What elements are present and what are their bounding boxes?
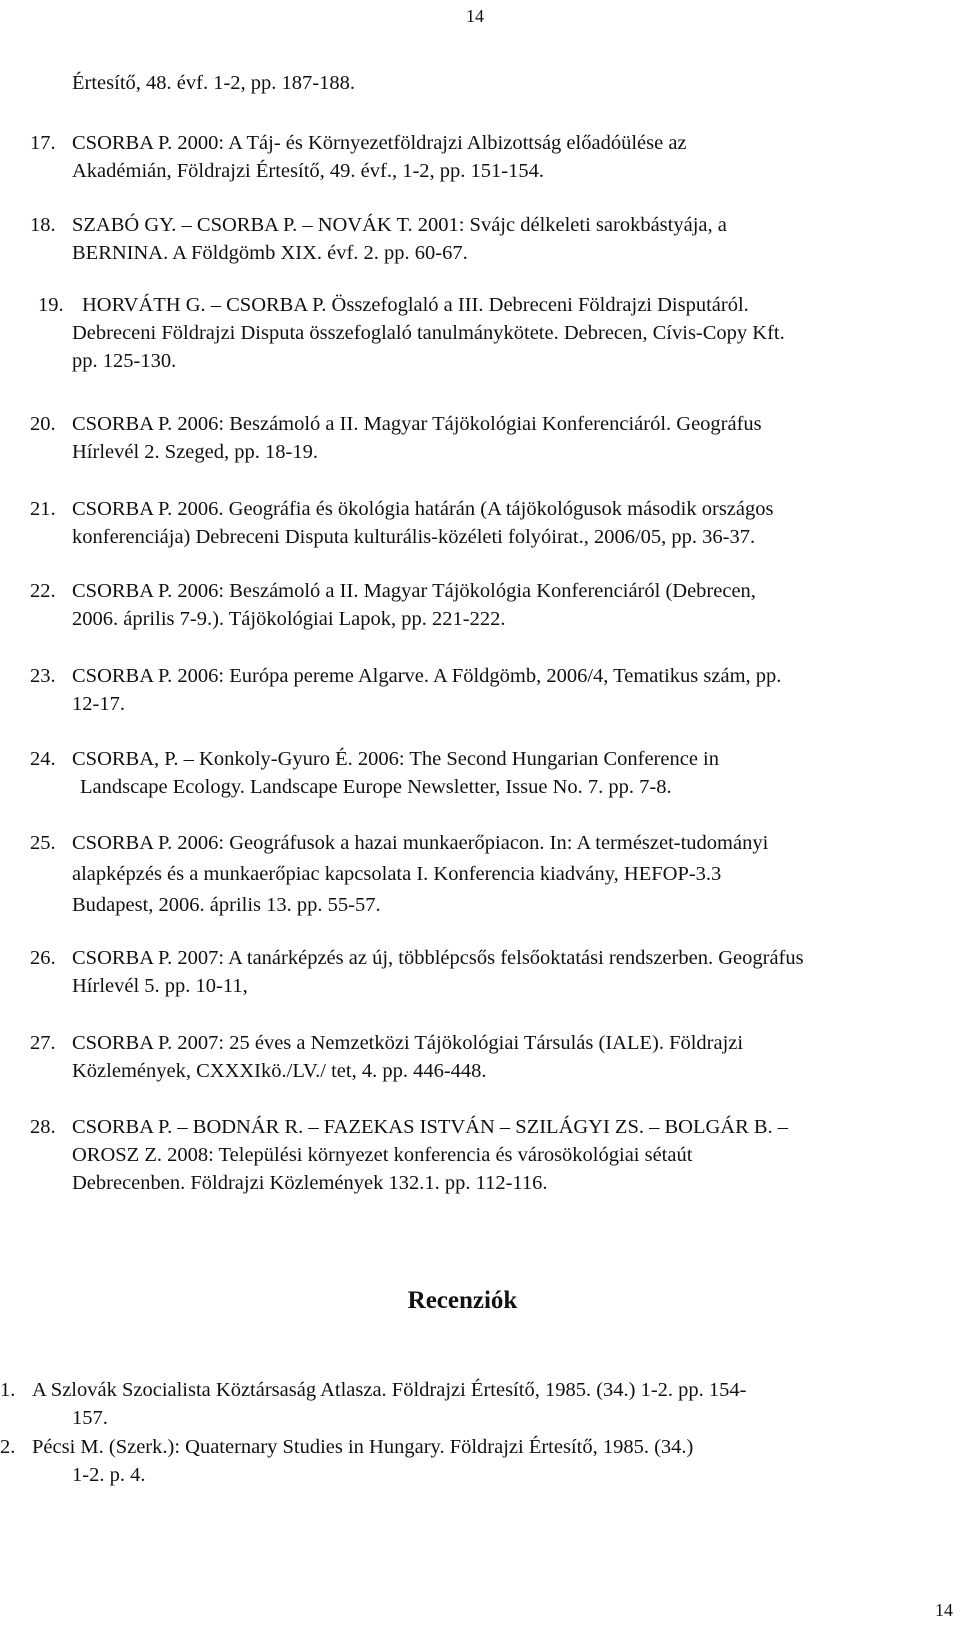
reference-line: 23. CSORBA P. 2006: Európa pereme Algarve. A Földgömb, 2006/4, Tematikus szám, pp. bbox=[30, 662, 940, 690]
reference-line: pp. 125-130. bbox=[72, 350, 177, 372]
reference-item bbox=[30, 829, 940, 919]
review-number: 1. bbox=[0, 1379, 16, 1401]
reference-line: 2006. április 7-9.). Tájökológiai Lapok, pp. 221-222. bbox=[72, 608, 506, 630]
reference-line: konferenciája) Debreceni Disputa kulturális-közéleti folyóirat., 2006/05, pp. 36-37. bbox=[72, 526, 756, 548]
review-item bbox=[0, 1376, 910, 1432]
reference-line: 27. CSORBA P. 2007: 25 éves a Nemzetközi Tájökológiai Társulás (IALE). Földrajzi bbox=[30, 1029, 940, 1057]
review-line: 1-2. p. 4. bbox=[72, 1464, 146, 1486]
reference-line: Közlemények, CXXXIkö./LV./ tet, 4. pp. 446-448. bbox=[72, 1060, 487, 1082]
reference-item bbox=[30, 410, 940, 466]
reference-line: 18. SZABÓ GY. – CSORBA P. – NOVÁK T. 2001: Svájc délkeleti sarokbástyája, a bbox=[30, 211, 940, 239]
reference-line: Landscape Ecology. Landscape Europe Newsletter, Issue No. 7. pp. 7-8. bbox=[80, 776, 672, 798]
reference-number: 19. bbox=[38, 294, 64, 316]
reference-item bbox=[38, 291, 948, 375]
reference-line: 28. CSORBA P. – BODNÁR R. – FAZEKAS ISTVÁN – SZILÁGYI ZS. – BOLGÁR B. – bbox=[30, 1113, 940, 1141]
review-item bbox=[0, 1433, 910, 1489]
reference-line: Akadémián, Földrajzi Értesítő, 49. évf., 1-2, pp. 151-154. bbox=[72, 160, 544, 182]
reference-line: Debreceni Földrajzi Disputa összefoglaló tanulmánykötete. Debrecen, Cívis-Copy Kft. bbox=[72, 322, 785, 344]
review-line: 157. bbox=[72, 1407, 108, 1429]
reference-line: 24. CSORBA, P. – Konkoly-Gyuro É. 2006: The Second Hungarian Conference in bbox=[30, 745, 940, 773]
reference-line: Budapest, 2006. április 13. pp. 55-57. bbox=[72, 894, 381, 916]
reference-line: OROSZ Z. 2008: Települési környezet konferencia és városökológiai sétaút bbox=[72, 1144, 693, 1166]
reference-number: 20. bbox=[30, 413, 56, 435]
reference-line: 17. CSORBA P. 2000: A Táj- és Környezetföldrajzi Albizottság előadóülése az bbox=[30, 129, 940, 157]
reference-line: 26. CSORBA P. 2007: A tanárképzés az új, többlépcsős felsőoktatási rendszerben. Geográfus bbox=[30, 944, 940, 972]
reference-item bbox=[30, 129, 940, 185]
reference-item bbox=[30, 1029, 940, 1085]
reference-number: 27. bbox=[30, 1032, 56, 1054]
reference-line: 12-17. bbox=[72, 693, 125, 715]
reference-line: Értesítő, 48. évf. 1-2, pp. 187-188. bbox=[72, 72, 355, 94]
reference-number: 22. bbox=[30, 580, 56, 602]
reference-line: 25. CSORBA P. 2006: Geográfusok a hazai munkaerőpiacon. In: A természet-tudományi bbox=[30, 829, 940, 857]
reference-item bbox=[30, 662, 940, 718]
reference-item bbox=[30, 1113, 940, 1197]
reference-number: 23. bbox=[30, 665, 56, 687]
reference-number: 28. bbox=[30, 1116, 56, 1138]
reference-number: 21. bbox=[30, 498, 56, 520]
reference-line: BERNINA. A Földgömb XIX. évf. 2. pp. 60-67. bbox=[72, 242, 468, 264]
reference-line: Hírlevél 2. Szeged, pp. 18-19. bbox=[72, 441, 318, 463]
reference-item bbox=[30, 577, 940, 633]
reference-line: 20. CSORBA P. 2006: Beszámoló a II. Magyar Tájökológiai Konferenciáról. Geográfus bbox=[30, 410, 940, 438]
reference-line: 19. HORVÁTH G. – CSORBA P. Összefoglaló a III. Debreceni Földrajzi Disputáról. bbox=[38, 291, 948, 319]
section-heading: Recenziók bbox=[407, 1287, 518, 1314]
reference-number: 18. bbox=[30, 214, 56, 236]
review-line: 1. A Szlovák Szocialista Köztársaság Atlasza. Földrajzi Értesítő, 1985. (34.) 1-2. pp. 154- bbox=[0, 1376, 910, 1404]
reference-continuation bbox=[72, 69, 960, 97]
page-number-bottom: 14 bbox=[935, 1600, 953, 1620]
reference-item bbox=[30, 495, 940, 551]
reference-item bbox=[30, 944, 940, 1000]
reference-line: alapképzés és a munkaerőpiac kapcsolata I. Konferencia kiadvány, HEFOP-3.3 bbox=[72, 863, 722, 885]
reference-line: Hírlevél 5. pp. 10-11, bbox=[72, 975, 248, 997]
reference-line: 21. CSORBA P. 2006. Geográfia és ökológia határán (A tájökológusok második országos bbox=[30, 495, 940, 523]
reference-number: 24. bbox=[30, 748, 56, 770]
review-line: 2. Pécsi M. (Szerk.): Quaternary Studies in Hungary. Földrajzi Értesítő, 1985. (34.) bbox=[0, 1433, 910, 1461]
reference-line: Debrecenben. Földrajzi Közlemények 132.1. pp. 112-116. bbox=[72, 1172, 548, 1194]
reference-number: 26. bbox=[30, 947, 56, 969]
reference-line: 22. CSORBA P. 2006: Beszámoló a II. Magyar Tájökológia Konferenciáról (Debrecen, bbox=[30, 577, 940, 605]
reference-item bbox=[30, 211, 940, 267]
reference-number: 25. bbox=[30, 832, 56, 854]
page-number-top: 14 bbox=[466, 6, 484, 26]
review-number: 2. bbox=[0, 1436, 16, 1458]
reference-number: 17. bbox=[30, 132, 56, 154]
reference-item bbox=[30, 745, 940, 801]
